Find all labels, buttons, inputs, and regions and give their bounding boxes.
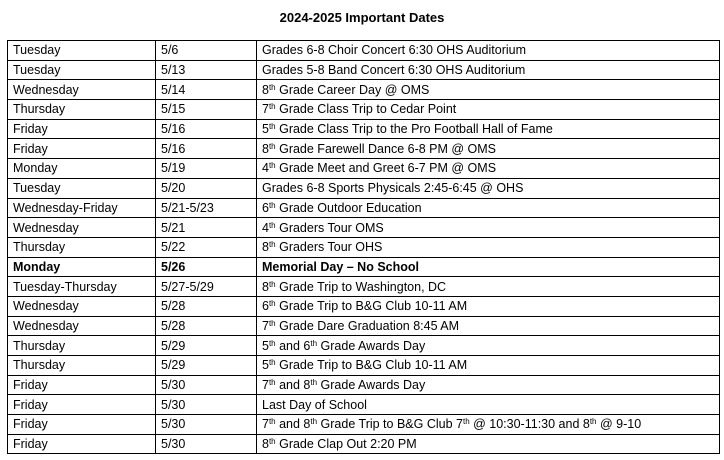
table-row: [8, 159, 720, 179]
day-cell: Friday: [8, 434, 156, 454]
date-cell: 5/16: [156, 139, 257, 159]
event-text: Graders Tour OHS: [275, 240, 383, 255]
event-text: 5: [262, 122, 269, 137]
table-row: [8, 395, 720, 415]
day-cell: Thursday: [8, 100, 156, 120]
event-text: 6: [262, 299, 269, 314]
event-cell: [257, 178, 720, 198]
ordinal-suffix: th: [589, 417, 597, 427]
event-text: and 6: [275, 338, 311, 353]
ordinal-suffix: th: [268, 220, 276, 230]
event-cell: [257, 296, 720, 316]
day-cell: Friday: [8, 375, 156, 395]
day-cell: Thursday: [8, 356, 156, 376]
event-cell: [257, 100, 720, 120]
date-cell: 5/30: [156, 434, 257, 454]
event-text: Grade Trip to B&G Club 7: [317, 417, 463, 432]
day-cell: Tuesday-Thursday: [8, 277, 156, 297]
table-row: [8, 178, 720, 198]
ordinal-suffix: th: [268, 378, 276, 388]
event-text: and 8: [275, 417, 311, 432]
ordinal-suffix: th: [268, 200, 276, 210]
day-cell: Monday: [8, 257, 156, 277]
ordinal-suffix: th: [268, 417, 276, 427]
date-cell: 5/29: [156, 336, 257, 356]
event-cell: [257, 139, 720, 159]
ordinal-suffix: th: [268, 338, 276, 348]
event-cell: [257, 198, 720, 218]
event-text: Graders Tour OMS: [275, 220, 384, 235]
event-text: 6: [262, 200, 269, 215]
date-cell: 5/20: [156, 178, 257, 198]
event-cell: [257, 257, 720, 277]
ordinal-suffix: th: [268, 161, 276, 171]
event-cell: [257, 237, 720, 257]
ordinal-suffix: th: [268, 318, 276, 328]
event-cell: [257, 356, 720, 376]
table-row: [8, 356, 720, 376]
table-row: [8, 218, 720, 238]
event-text: Grade Trip to Washington, DC: [275, 279, 447, 294]
table-row: [8, 139, 720, 159]
date-cell: 5/30: [156, 375, 257, 395]
event-text: @ 10:30-11:30 and 8: [469, 417, 590, 432]
event-text: 7: [262, 417, 269, 432]
day-cell: Wednesday: [8, 296, 156, 316]
ordinal-suffix: th: [310, 338, 318, 348]
event-text: Grades 6-8 Choir Concert 6:30 OHS Auditorium: [262, 43, 527, 58]
date-cell: 5/6: [156, 41, 257, 61]
ordinal-suffix: th: [268, 82, 276, 92]
event-text: Last Day of School: [262, 397, 367, 412]
table-row: [8, 257, 720, 277]
table-row: [8, 277, 720, 297]
event-text: Grade Career Day @ OMS: [275, 82, 430, 97]
event-cell: [257, 119, 720, 139]
event-text: 8: [262, 82, 269, 97]
ordinal-suffix: th: [310, 378, 318, 388]
event-text: 7: [262, 102, 269, 117]
table-row: [8, 237, 720, 257]
date-cell: 5/30: [156, 415, 257, 435]
table-row: [8, 336, 720, 356]
event-cell: [257, 375, 720, 395]
event-cell: [257, 60, 720, 80]
event-cell: [257, 336, 720, 356]
event-cell: [257, 277, 720, 297]
event-text: Grade Dare Graduation 8:45 AM: [275, 318, 460, 333]
event-cell: [257, 316, 720, 336]
date-cell: 5/28: [156, 316, 257, 336]
day-cell: Friday: [8, 395, 156, 415]
table-row: [8, 41, 720, 61]
ordinal-suffix: th: [310, 417, 318, 427]
date-cell: 5/27-5/29: [156, 277, 257, 297]
date-cell: 5/21: [156, 218, 257, 238]
day-cell: Tuesday: [8, 41, 156, 61]
day-cell: Friday: [8, 119, 156, 139]
ordinal-suffix: th: [268, 122, 276, 132]
date-cell: 5/16: [156, 119, 257, 139]
event-text: 7: [262, 378, 269, 393]
ordinal-suffix: th: [268, 437, 276, 447]
event-text: Grade Awards Day: [317, 378, 426, 393]
date-cell: 5/29: [156, 356, 257, 376]
ordinal-suffix: th: [268, 299, 276, 309]
event-text: Memorial Day – No School: [262, 259, 419, 274]
date-cell: 5/15: [156, 100, 257, 120]
event-text: Grade Trip to B&G Club 10-11 AM: [275, 358, 468, 373]
date-cell: 5/13: [156, 60, 257, 80]
event-text: 8: [262, 437, 269, 452]
event-text: 5: [262, 338, 269, 353]
day-cell: Friday: [8, 139, 156, 159]
date-cell: 5/19: [156, 159, 257, 179]
event-text: Grades 5-8 Band Concert 6:30 OHS Auditorium: [262, 63, 526, 78]
event-text: Grade Meet and Greet 6-7 PM @ OMS: [275, 161, 497, 176]
table-row: [8, 119, 720, 139]
event-cell: [257, 41, 720, 61]
important-dates-body: [8, 41, 720, 454]
table-row: [8, 100, 720, 120]
date-cell: 5/28: [156, 296, 257, 316]
event-text: 8: [262, 279, 269, 294]
day-cell: Wednesday: [8, 316, 156, 336]
day-cell: Monday: [8, 159, 156, 179]
event-cell: [257, 395, 720, 415]
event-text: Grade Farewell Dance 6-8 PM @ OMS: [275, 141, 497, 156]
event-text: Grade Class Trip to the Pro Football Hall of Fame: [275, 122, 553, 137]
day-cell: Tuesday: [8, 178, 156, 198]
ordinal-suffix: th: [462, 417, 470, 427]
table-row: [8, 415, 720, 435]
day-cell: Friday: [8, 415, 156, 435]
event-text: Grades 6-8 Sports Physicals 2:45-6:45 @ OHS: [262, 181, 524, 196]
event-cell: [257, 159, 720, 179]
day-cell: Wednesday: [8, 80, 156, 100]
ordinal-suffix: th: [268, 279, 276, 289]
table-row: [8, 296, 720, 316]
event-text: 4: [262, 161, 269, 176]
table-row: [8, 316, 720, 336]
day-cell: Thursday: [8, 237, 156, 257]
event-text: Grade Class Trip to Cedar Point: [275, 102, 457, 117]
event-text: 8: [262, 141, 269, 156]
event-cell: [257, 434, 720, 454]
table-row: [8, 375, 720, 395]
date-cell: 5/30: [156, 395, 257, 415]
date-cell: 5/14: [156, 80, 257, 100]
date-cell: 5/21-5/23: [156, 198, 257, 218]
important-dates-table: [7, 40, 720, 454]
ordinal-suffix: th: [268, 102, 276, 112]
day-cell: Wednesday-Friday: [8, 198, 156, 218]
day-cell: Thursday: [8, 336, 156, 356]
event-text: Grade Outdoor Education: [275, 200, 422, 215]
day-cell: Wednesday: [8, 218, 156, 238]
date-cell: 5/22: [156, 237, 257, 257]
ordinal-suffix: th: [268, 358, 276, 368]
event-cell: [257, 80, 720, 100]
document-title: 2024-2025 Important Dates: [279, 10, 445, 25]
table-row: [8, 60, 720, 80]
event-text: 5: [262, 358, 269, 373]
day-cell: Tuesday: [8, 60, 156, 80]
table-row: [8, 434, 720, 454]
event-text: 4: [262, 220, 269, 235]
event-text: Grade Trip to B&G Club 10-11 AM: [275, 299, 468, 314]
event-text: and 8: [275, 378, 311, 393]
ordinal-suffix: th: [268, 141, 276, 151]
event-text: 7: [262, 318, 269, 333]
event-text: Grade Awards Day: [317, 338, 426, 353]
event-text: Grade Clap Out 2:20 PM: [275, 437, 417, 452]
event-cell: [257, 415, 720, 435]
table-row: [8, 80, 720, 100]
event-text: @ 9-10: [596, 417, 642, 432]
event-cell: [257, 218, 720, 238]
table-row: [8, 198, 720, 218]
ordinal-suffix: th: [268, 240, 276, 250]
event-text: 8: [262, 240, 269, 255]
date-cell: 5/26: [156, 257, 257, 277]
